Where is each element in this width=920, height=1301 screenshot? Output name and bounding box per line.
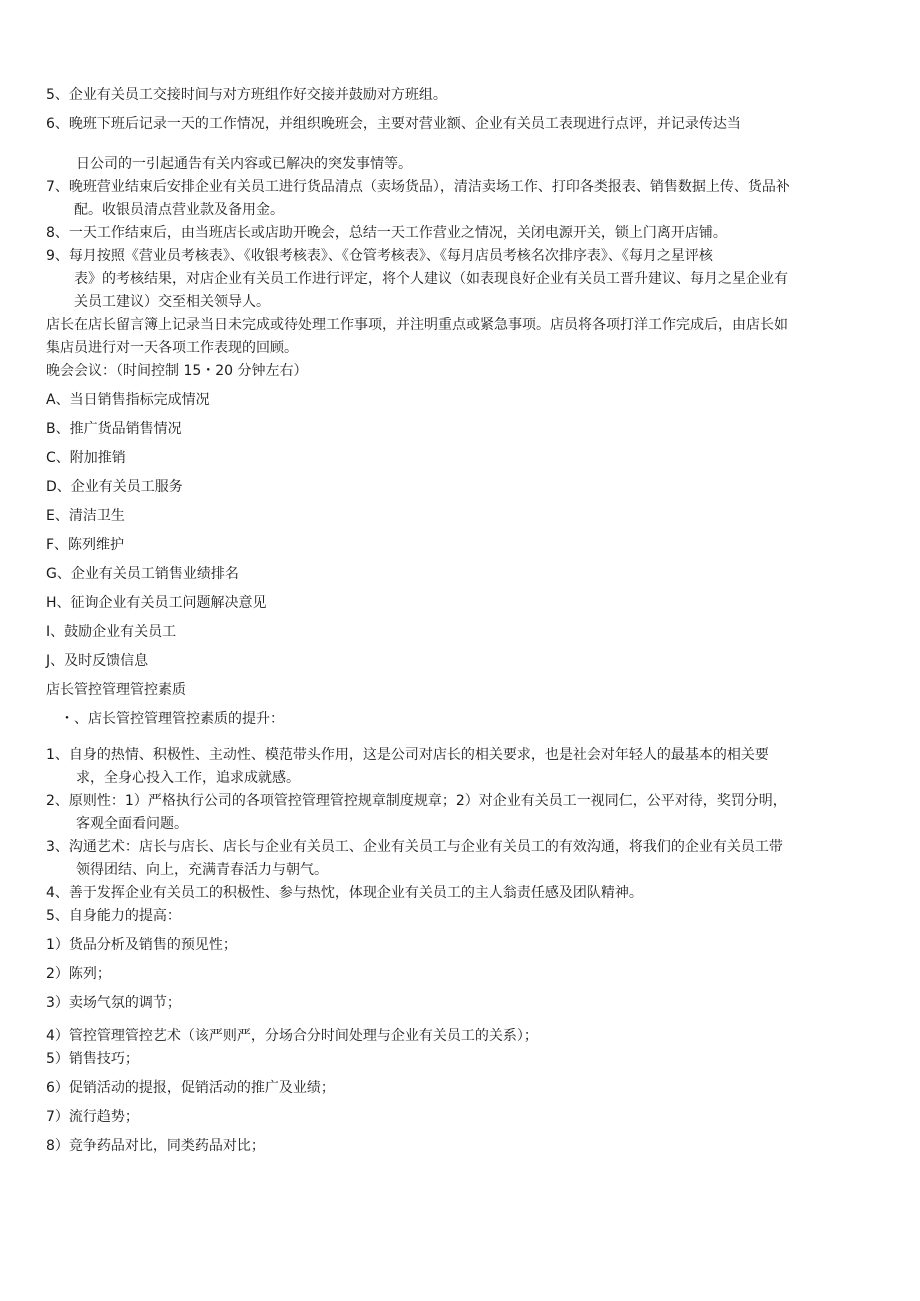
paragraph-line: 5、企业有关员工交接时间与对方班组作好交接并鼓励对方班组。: [46, 87, 447, 103]
paragraph-line: 9、每月按照《营业员考核表》、《收银考核表》、《仓管考核表》、《每月店员考核名次排序表》、《每月之星评核: [46, 248, 713, 264]
paragraph-line: 4、善于发挥企业有关员工的积极性、参与热忱，体现企业有关员工的主人翁责任感及团队精神。: [46, 885, 643, 901]
list-item: J、及时反馈信息: [46, 653, 149, 669]
list-item: 2）陈列；: [46, 966, 111, 982]
paragraph-line: 客观全面看问题。: [76, 816, 188, 832]
paragraph-line: 店长在店长留言簿上记录当日未完成或待处理工作事项，并注明重点或紧急事项。店员将各项打洋工作完成后，由店长如: [46, 317, 788, 333]
paragraph-line: 日公司的一引起通告有关内容或已解决的突发事情等。: [76, 156, 412, 172]
list-item: 4）管控管理管控艺术（该严则严，分场合分时间处理与企业有关员工的关系）；: [46, 1028, 538, 1044]
paragraph-line: 7、晚班营业结束后安排企业有关员工进行货品清点（卖场货品），清洁卖场工作、打印各类报表、销售数据上传、货品补: [46, 179, 790, 195]
list-item: F、陈列维护: [46, 537, 125, 553]
paragraph-line: 领得团结、向上，充满青春活力与朝气。: [76, 862, 328, 878]
list-item: I、鼓励企业有关员工: [46, 624, 177, 640]
paragraph-line: 关员工建议）交至相关领导人。: [74, 294, 270, 310]
paragraph-line: 集店员进行对一天各项工作表现的回顾。: [46, 340, 298, 356]
list-item: A、当日销售指标完成情况: [46, 392, 210, 408]
list-item: E、清洁卫生: [46, 508, 125, 524]
list-item: 1）货品分析及销售的预见性；: [46, 937, 237, 953]
list-item: G、企业有关员工销售业绩排名: [46, 566, 239, 582]
paragraph-line: 8、一天工作结束后，由当班店长或店助开晚会，总结一天工作营业之情况，关闭电源开关，锁上门离开店铺。: [46, 225, 727, 241]
paragraph-line: 表》的考核结果，对店企业有关员工作进行评定，将个人建议（如表现良好企业有关员工晋升建议、每月之星企业有: [74, 271, 788, 287]
paragraph-line: 求，全身心投入工作，追求成就感。: [76, 770, 300, 786]
section-heading: 店长管控管理管控素质: [46, 682, 186, 698]
paragraph-line: 晚会会议：（时间控制 15・20 分钟左右）: [46, 363, 308, 379]
list-item: 6）促销活动的提报，促销活动的推广及业绩；: [46, 1080, 335, 1096]
paragraph-line: 2、原则性：1）严格执行公司的各项管控管理管控规章制度规章；2）对企业有关员工一视同仁，公平对待，奖罚分明，: [46, 793, 787, 809]
list-item: C、附加推销: [46, 450, 126, 466]
paragraph-line: 1、自身的热情、积极性、主动性、模范带头作用，这是公司对店长的相关要求，也是社会对年轻人的最基本的相关要: [46, 747, 769, 763]
subsection-heading: ・、店长管控管理管控素质的提升：: [60, 711, 284, 727]
paragraph-line: 3、沟通艺术：店长与店长、店长与企业有关员工、企业有关员工与企业有关员工的有效沟通，将我们的企业有关员工带: [46, 839, 783, 855]
document-page: [46, 84, 878, 1158]
list-item: 7）流行趋势；: [46, 1109, 139, 1125]
list-item: 3）卖场气氛的调节；: [46, 995, 181, 1011]
list-item: D、企业有关员工服务: [46, 479, 183, 495]
list-item: H、征询企业有关员工问题解决意见: [46, 595, 267, 611]
list-item: 5）销售技巧；: [46, 1051, 139, 1067]
paragraph-line: 配。收银员清点营业款及备用金。: [74, 202, 284, 218]
paragraph-line: 6、晚班下班后记录一天的工作情况，并组织晚班会，主要对营业额、企业有关员工表现进行点评，并记录传达当: [46, 116, 741, 132]
list-item: B、推广货品销售情况: [46, 421, 182, 437]
paragraph-line: 5、自身能力的提高：: [46, 908, 181, 924]
list-item: 8）竞争药品对比，同类药品对比；: [46, 1138, 265, 1154]
